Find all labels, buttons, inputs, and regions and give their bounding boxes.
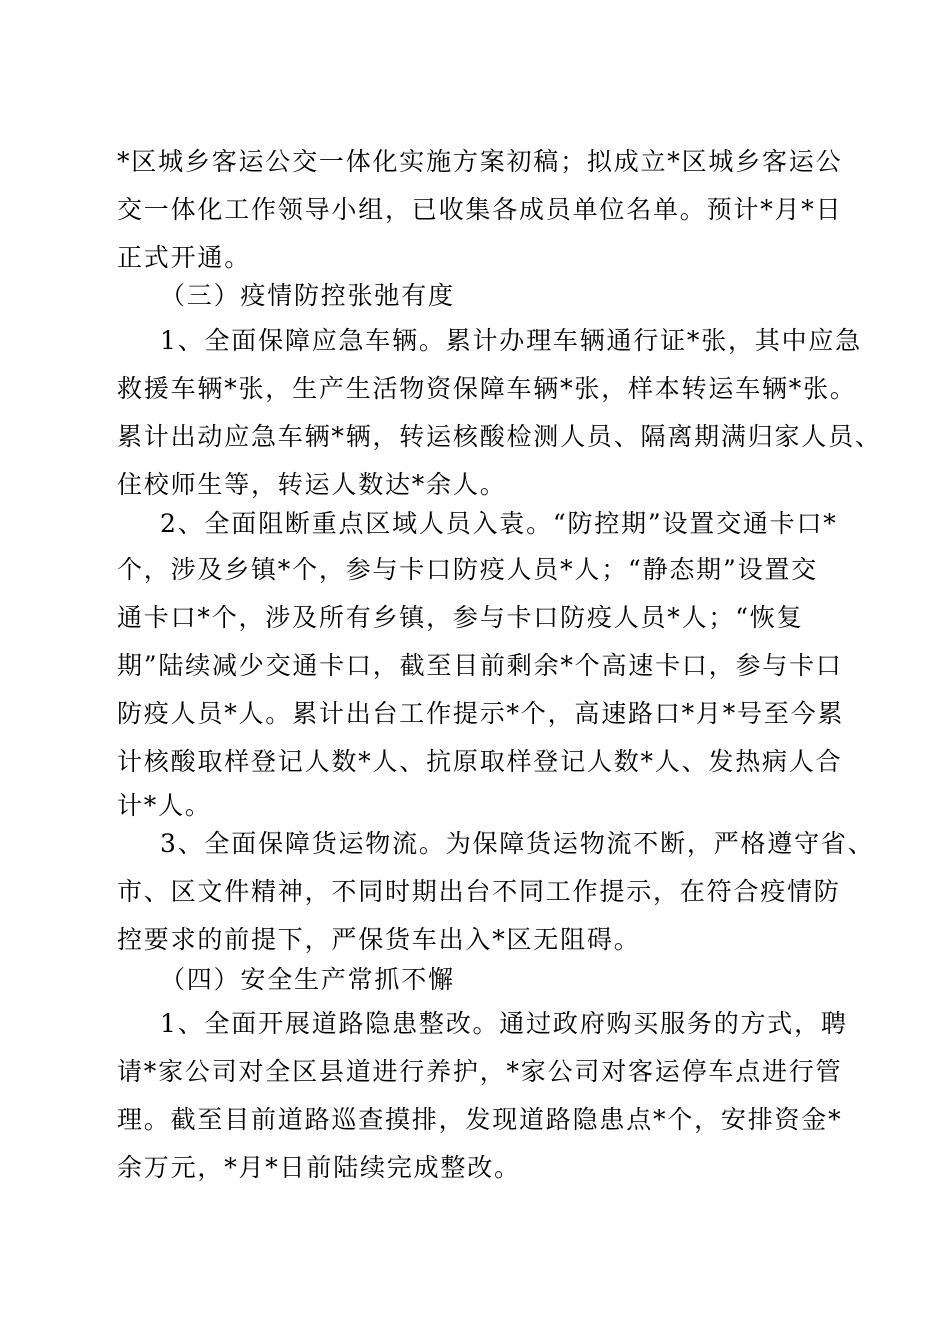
body-text-line: 市、区文件精神，不同时期出台不同工作提示，在符合疫情防 bbox=[117, 877, 841, 906]
body-text-line: 计*人。 bbox=[117, 791, 212, 820]
body-text-line: 救援车辆*张，生产生活物资保障车辆*张，样本转运车辆*张。 bbox=[117, 374, 857, 403]
body-text-line: 请*家公司对全区县道进行养护，*家公司对客运停车点进行管 bbox=[117, 1057, 843, 1086]
body-text-line: 余万元，*月*日前陆续完成整改。 bbox=[117, 1153, 521, 1182]
paragraph-first-line: 3、全面保障货运物流。为保障货运物流不断，严格遵守省、 bbox=[160, 829, 875, 858]
section-heading: （四）安全生产常抓不懈 bbox=[160, 965, 455, 994]
body-text-line: 个，涉及乡镇*个，参与卡口防疫人员*人；“静态期”设置交 bbox=[117, 555, 818, 584]
paragraph-first-line: 1、全面保障应急车辆。累计办理车辆通行证*张，其中应急 bbox=[160, 326, 863, 355]
body-text-line: 理。截至目前道路巡查摸排，发现道路隐患点*个，安排资金* bbox=[117, 1105, 843, 1134]
body-text-line: 期”陆续减少交通卡口，截至目前剩余*个高速卡口，参与卡口 bbox=[117, 651, 843, 680]
section-heading: （三）疫情防控张弛有度 bbox=[160, 281, 455, 310]
body-text-line: 通卡口*个，涉及所有乡镇，参与卡口防疫人员*人；“恢复 bbox=[117, 603, 804, 632]
body-text-line: 交一体化工作领导小组，已收集各成员单位名单。预计*月*日 bbox=[117, 195, 843, 224]
body-text-line: *区城乡客运公交一体化实施方案初稿；拟成立*区城乡客运公 bbox=[117, 147, 843, 176]
body-text-line: 防疫人员*人。累计出台工作提示*个，高速路口*月*号至今累 bbox=[117, 699, 845, 728]
body-text-line: 正式开通。 bbox=[117, 243, 252, 272]
body-text-line: 计核酸取样登记人数*人、抗原取样登记人数*人、发热病人合 bbox=[117, 747, 843, 776]
body-text-line: 累计出动应急车辆*辆，转运核酸检测人员、隔离期满归家人员、 bbox=[117, 422, 882, 451]
paragraph-first-line: 2、全面阻断重点区域人员入袁。“防控期”设置交通卡口* bbox=[160, 509, 838, 538]
paragraph-first-line: 1、全面开展道路隐患整改。通过政府购买服务的方式，聘 bbox=[160, 1009, 848, 1038]
body-text-line: 住校师生等，转运人数达*余人。 bbox=[117, 470, 507, 499]
body-text-line: 控要求的前提下，严保货车出入*区无阻碍。 bbox=[117, 925, 641, 954]
